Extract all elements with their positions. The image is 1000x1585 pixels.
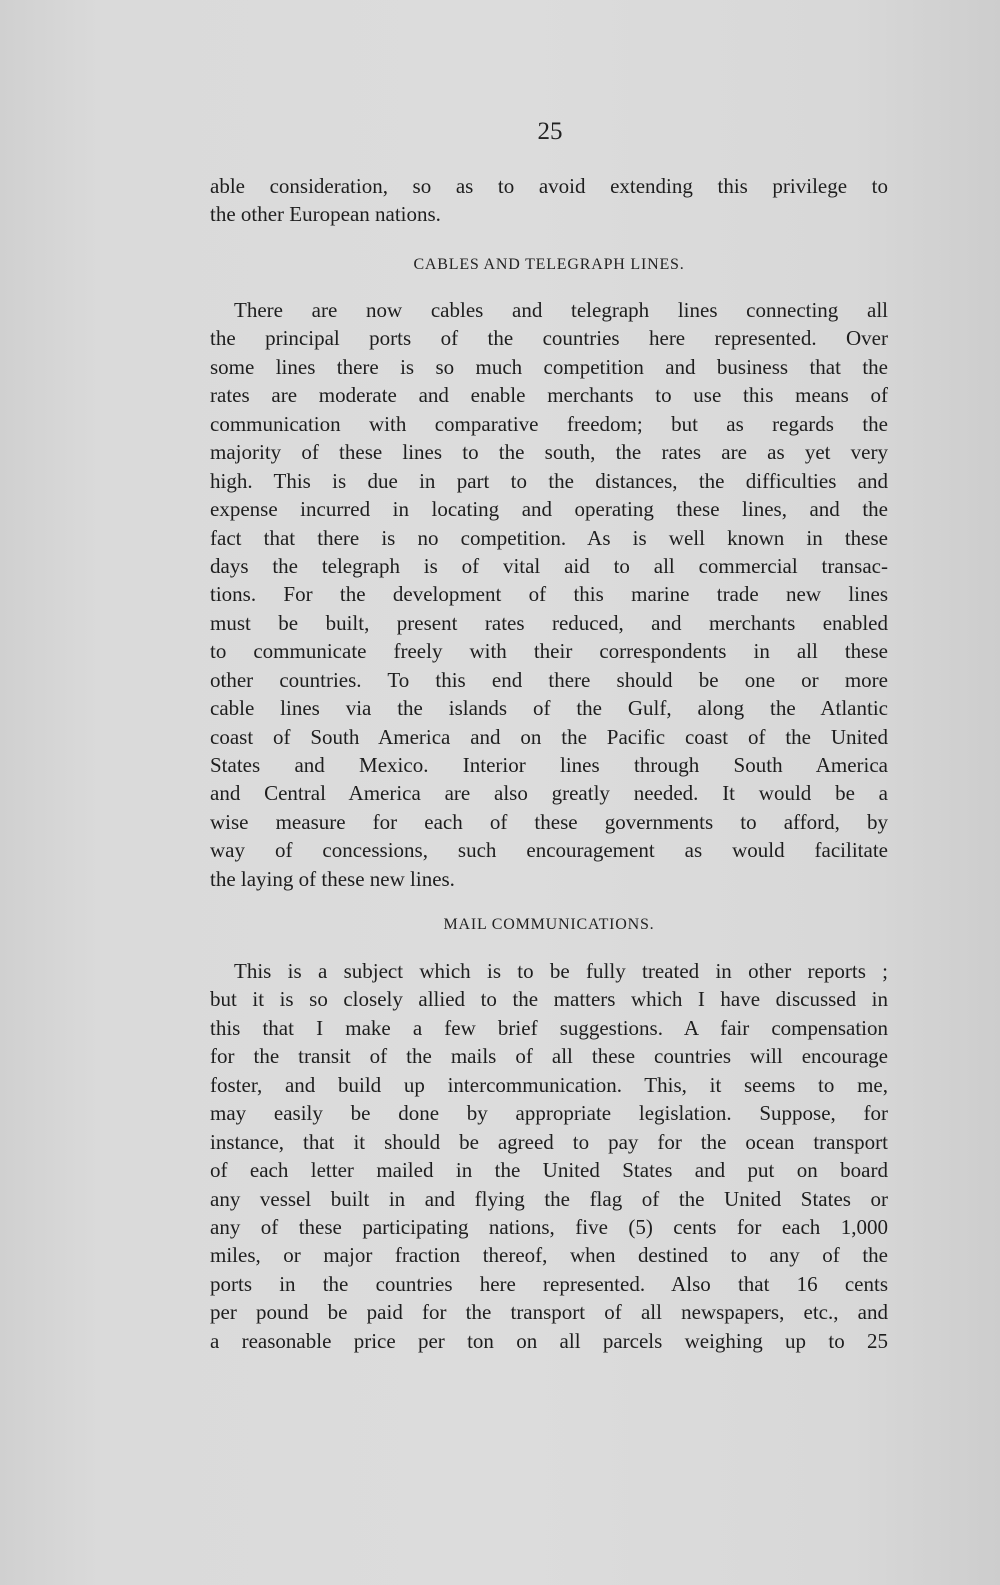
text-line: There are now cables and telegraph lines connecting all [234, 298, 888, 322]
text-line: days the telegraph is of vital aid to all commercial transac- [210, 553, 888, 578]
text-line: This is a subject which is to be fully treated in other reports ; [234, 959, 888, 983]
text-line: miles, or major fraction thereof, when destined to any of the [210, 1243, 888, 1268]
text-line: per pound be paid for the transport of all newspapers, etc., and [210, 1300, 888, 1325]
text-line: wise measure for each of these governments to afford, by [210, 809, 888, 834]
text-line: high. This is due in part to the distances, the difficulties and [210, 468, 888, 493]
text-line: must be built, present rates reduced, and merchants enabled [210, 610, 888, 635]
text-line: of each letter mailed in the United States and put on board [210, 1158, 888, 1183]
text-line: the other European nations. [210, 202, 441, 227]
text-line: able consideration, so as to avoid extending this privilege to [210, 174, 888, 198]
page-number: 25 [537, 118, 563, 145]
text-line: coast of South America and on the Pacific coast of the United [210, 724, 888, 749]
text-line: to communicate freely with their correspondents in all these [210, 639, 888, 664]
mail-paragraph [210, 957, 888, 1355]
text-line: expense incurred in locating and operating these lines, and the [210, 497, 888, 522]
text-line: the principal ports of the countries here represented. Over [210, 326, 888, 351]
text-line: way of concessions, such encouragement as would facilitate [210, 838, 888, 863]
text-line: fact that there is no competition. As is well known in these [210, 525, 888, 550]
text-line: cable lines via the islands of the Gulf, along the Atlantic [210, 696, 888, 721]
text-line: the laying of these new lines. [210, 866, 455, 891]
text-line: any vessel built in and flying the flag of the United States or [210, 1186, 888, 1211]
text-line: some lines there is so much competition and business that the [210, 354, 888, 379]
text-line: tions. For the development of this marine trade new lines [210, 582, 888, 607]
text-line: majority of these lines to the south, the rates are as yet very [210, 440, 888, 465]
section-heading-cables: CABLES AND TELEGRAPH LINES. [413, 256, 685, 273]
text-line: foster, and build up intercommunication. This, it seems to me, [210, 1072, 888, 1097]
text-line: this that I make a few brief suggestions. A fair compensation [210, 1015, 888, 1040]
section-heading-mail: MAIL COMMUNICATIONS. [443, 916, 655, 933]
text-line: and Central America are also greatly needed. It would be a [210, 781, 888, 806]
text-line: but it is so closely allied to the matters which I have discussed in [210, 987, 888, 1012]
text-line: may easily be done by appropriate legislation. Suppose, for [210, 1101, 888, 1126]
intro-paragraph [210, 172, 888, 229]
text-line: other countries. To this end there should be one or more [210, 667, 888, 692]
text-line: instance, that it should be agreed to pay for the ocean transport [210, 1129, 888, 1154]
text-line: States and Mexico. Interior lines through South America [210, 753, 888, 777]
text-line: any of these participating nations, five (5) cents for each 1,000 [210, 1214, 888, 1239]
text-line: communication with comparative freedom; but as regards the [210, 411, 888, 436]
text-line: ports in the countries here represented. Also that 16 cents [210, 1271, 888, 1296]
text-line: rates are moderate and enable merchants to use this means of [210, 383, 888, 408]
text-line: a reasonable price per ton on all parcels weighing up to 25 [210, 1328, 888, 1353]
text-line: for the transit of the mails of all these countries will encourage [210, 1044, 888, 1069]
cables-paragraph [210, 296, 888, 893]
